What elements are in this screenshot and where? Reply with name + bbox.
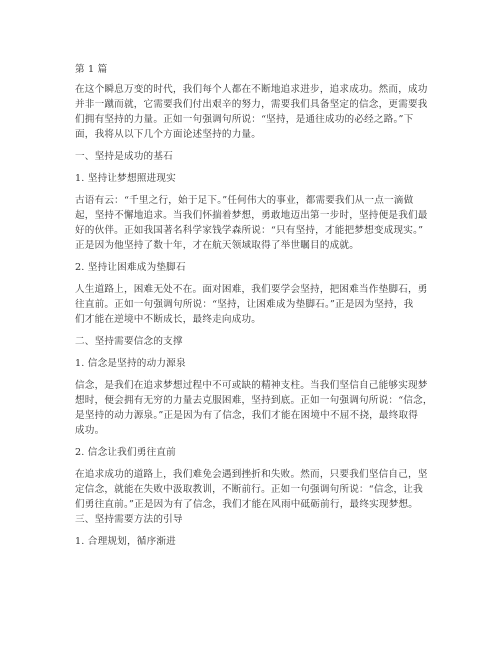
paragraph-line: 起，坚持不懈地追求。当我们怀揣着梦想，勇敢地迈出第一步时，坚持便是我们最 [75, 210, 428, 221]
paragraph-line: 们才能在逆境中不断成长，最终走向成功。 [75, 314, 262, 325]
paragraph-line: 在追求成功的道路上，我们难免会遇到挫折和失败。然而，只要我们坚信自己，坚 [75, 469, 428, 480]
section-heading: 1. 合理规划，循序渐进 [75, 536, 176, 547]
subsection-heading: 2. 信念让我们勇往直前 [75, 447, 176, 458]
section-heading: 二、坚持需要信念的支撑 [75, 336, 183, 347]
subsection-heading: 2. 坚持让困难成为垫脚石 [75, 262, 186, 273]
paragraph-line: 定信念，就能在失败中汲取教训，不断前行。正如一句强调句所说：“信念，让我 [75, 484, 423, 495]
paragraph-line: 们拥有坚持的力量。正如一句强调句所说：“坚持，是通往成功的必经之路。”下 [75, 114, 414, 125]
paragraph-line: 信念，是我们在追求梦想过程中不可或缺的精神支柱。当我们坚信自己能够实现梦 [75, 380, 428, 391]
paragraph-line: 想时，便会拥有无穷的力量去克服困难，坚持到底。正如一句强调句所说：“信念， [75, 395, 433, 406]
paragraph-line: 古语有云：“千里之行，始于足下。”任何伟大的事业，都需要我们从一点一滴做 [75, 195, 414, 206]
paragraph-line: 人生道路上，困难无处不在。面对困难，我们要学会坚持，把困难当作垫脚石，勇 [75, 284, 428, 295]
paragraph-line: 们勇往直前。”正是因为有了信念，我们才能在风雨中砥砺前行，最终实现梦想。 [75, 499, 419, 510]
section-label: 第 1 篇 [75, 64, 108, 75]
paragraph-line: 成功。 [75, 425, 105, 436]
subsection-heading: 1. 坚持让梦想照进现实 [75, 173, 176, 184]
paragraph-line: 在这个瞬息万变的时代，我们每个人都在不断地追求进步，追求成功。然而，成功 [75, 84, 428, 95]
paragraph-line: 正是因为他坚持了数十年，才在航天领域取得了举世瞩目的成就。 [75, 240, 360, 251]
paragraph-line: 面，我将从以下几个方面论述坚持的力量。 [75, 129, 262, 140]
section-heading: 一、坚持是成功的基石 [75, 151, 173, 162]
paragraph-line: 是坚持的动力源泉。”正是因为有了信念，我们才能在困境中不屈不挠，最终取得 [75, 410, 419, 421]
subsection-heading: 1. 信念是坚持的动力源泉 [75, 358, 186, 369]
paragraph-line: 三、坚持需要方法的引导 [75, 514, 183, 525]
paragraph-line: 并非一蹴而就，它需要我们付出艰辛的努力，需要我们具备坚定的信念，更需要我 [75, 99, 428, 110]
paragraph-line: 好的伙伴。正如我国著名科学家钱学森所说：“只有坚持，才能把梦想变成现实。” [75, 225, 424, 236]
paragraph-line: 往直前。正如一句强调句所说：“坚持，让困难成为垫脚石。”正是因为坚持，我 [75, 299, 414, 310]
